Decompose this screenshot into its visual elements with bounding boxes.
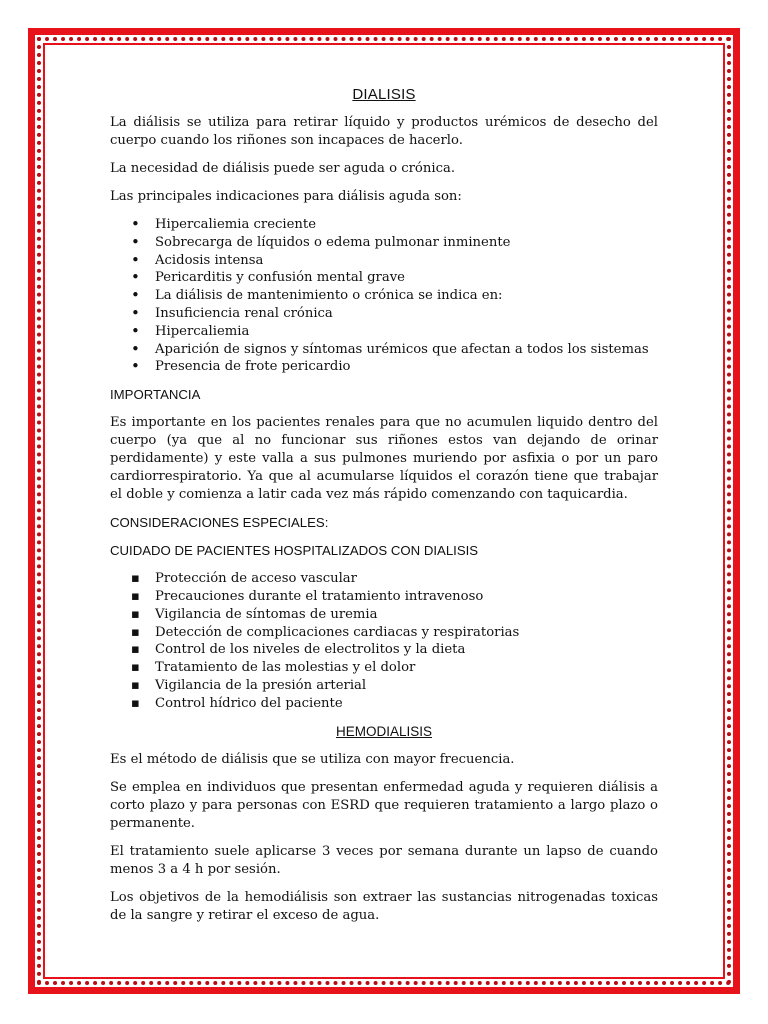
intro-paragraph: Las principales indicaciones para diálisis aguda son: bbox=[110, 189, 462, 204]
list-item: • Aparición de signos y síntomas urémicos que afectan a todos los sistemas bbox=[110, 341, 658, 359]
hemodialysis-paragraph: El tratamiento suele aplicarse 3 veces por semana durante un lapso de cuando menos 3 a 4 h por sesión. bbox=[110, 843, 658, 877]
page-title: DIALISIS bbox=[352, 86, 416, 103]
square-bullet-icon bbox=[131, 588, 140, 606]
section-heading-importancia: IMPORTANCIA bbox=[110, 387, 201, 403]
list-item: • La diálisis de mantenimiento o crónica se indica en: bbox=[110, 287, 658, 305]
list-item: ▪ Detección de complicaciones cardiacas y respiratorias bbox=[110, 624, 658, 642]
list-item: • Hipercaliemia bbox=[110, 323, 658, 341]
square-bullet-icon bbox=[131, 624, 140, 642]
square-bullet-icon bbox=[131, 570, 140, 588]
intro-paragraph: La necesidad de diálisis puede ser aguda o crónica. bbox=[110, 161, 456, 176]
list-item: ▪ Tratamiento de las molestias y el dolor bbox=[110, 659, 658, 677]
list-item: • Presencia de frote pericardio bbox=[110, 358, 658, 376]
bullet-icon bbox=[131, 323, 140, 342]
list-item: ▪ Control de los niveles de electrolitos y la dieta bbox=[110, 641, 658, 659]
square-bullet-icon bbox=[131, 659, 140, 677]
care-list bbox=[110, 570, 658, 712]
section-subheading-cuidado: CUIDADO DE PACIENTES HOSPITALIZADOS CON DIALISIS bbox=[110, 543, 479, 559]
list-item: • Sobrecarga de líquidos o edema pulmonar inminente bbox=[110, 234, 658, 252]
list-item: ▪ Vigilancia de la presión arterial bbox=[110, 677, 658, 695]
square-bullet-icon bbox=[131, 641, 140, 659]
square-bullet-icon bbox=[131, 606, 140, 624]
section-title-hemodialisis: HEMODIALISIS bbox=[335, 723, 433, 739]
hemodialysis-paragraph: Es el método de diálisis que se utiliza con mayor frecuencia. bbox=[110, 751, 515, 767]
section-heading-consideraciones: CONSIDERACIONES ESPECIALES: bbox=[110, 515, 329, 531]
indications-list bbox=[110, 216, 658, 376]
square-bullet-icon bbox=[131, 677, 140, 695]
list-item: ▪ Precauciones durante el tratamiento intravenoso bbox=[110, 588, 658, 606]
intro-paragraph: La diálisis se utiliza para retirar líquido y productos urémicos de desecho del cuerpo cuando los riñones son incapaces de hacerlo. bbox=[110, 115, 658, 148]
list-item: • Pericarditis y confusión mental grave bbox=[110, 269, 658, 287]
document-body bbox=[110, 86, 658, 935]
bullet-icon bbox=[131, 305, 140, 324]
bullet-icon bbox=[131, 234, 140, 253]
list-item: ▪ Protección de acceso vascular bbox=[110, 570, 658, 588]
bullet-icon bbox=[131, 358, 140, 377]
list-item: ▪ Vigilancia de síntomas de uremia bbox=[110, 606, 658, 624]
importance-paragraph: Es importante en los pacientes renales para que no acumulen liquido dentro del cuerpo (ya que al no funcionar sus riñones estos van dejando de orinar perdidamente) y este valla a sus pulmones muriendo por asfixia o por un paro cardiorrespiratorio. Ya que al acumularse líquidos el corazón tiene que trabajar el doble y comienza a latir cada vez más rápido comenzando con taquicardia. bbox=[110, 415, 658, 503]
list-item: • Acidosis intensa bbox=[110, 252, 658, 270]
hemodialysis-paragraph: Los objetivos de la hemodiálisis son extraer las sustancias nitrogenadas toxicas de la sangre y retirar el exceso de agua. bbox=[110, 889, 658, 923]
square-bullet-icon bbox=[131, 695, 140, 713]
bullet-icon bbox=[131, 216, 140, 235]
list-item: ▪ Control hídrico del paciente bbox=[110, 695, 658, 713]
hemodialysis-paragraph: Se emplea en individuos que presentan enfermedad aguda y requieren diálisis a corto plazo y para personas con ESRD que requieren tratamiento a largo plazo o permanente. bbox=[110, 779, 658, 831]
list-item: • Insuficiencia renal crónica bbox=[110, 305, 658, 323]
list-item: • Hipercaliemia creciente bbox=[110, 216, 658, 234]
